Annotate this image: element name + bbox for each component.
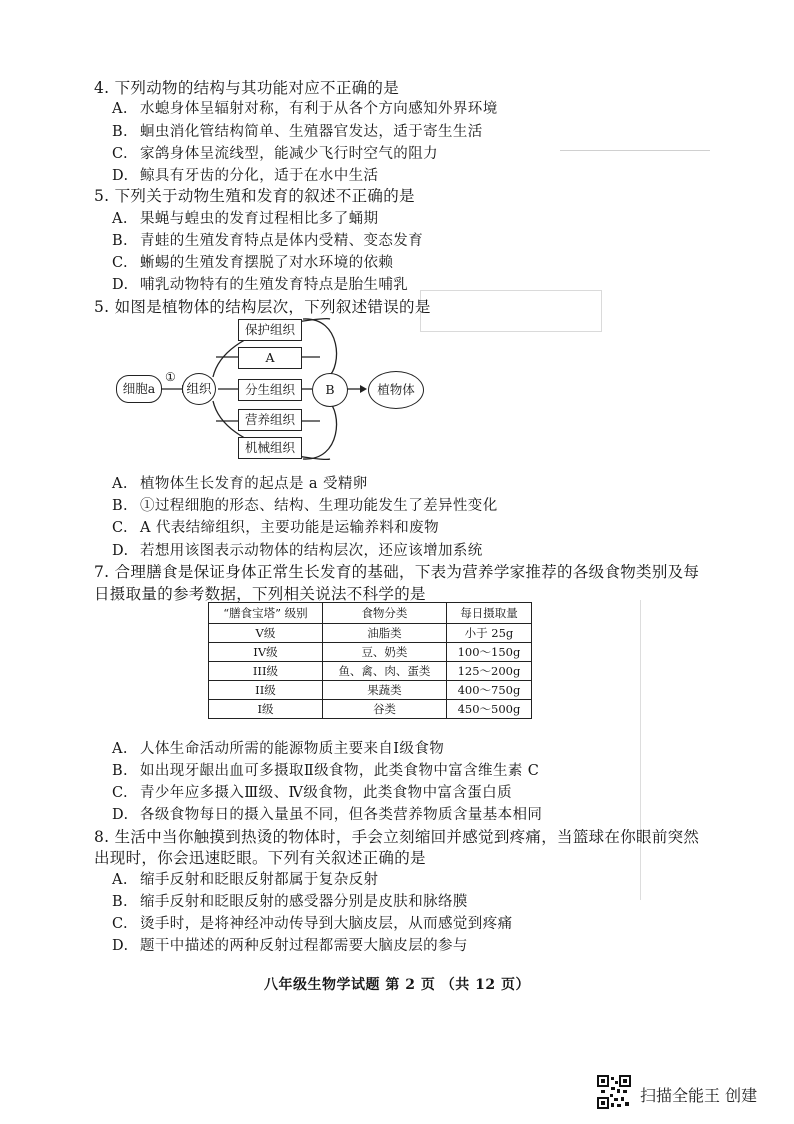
question-7-option-d: D. 各级食物每日的摄入量虽不同，但各类营养物质含量基本相同 — [112, 807, 543, 823]
question-6-option-b: B. ①过程细胞的形态、结构、生理功能发生了差异性变化 — [112, 498, 498, 514]
diagram-tissue-box-protective: 保护组织 — [238, 319, 302, 341]
table-cell: II级 — [209, 681, 323, 700]
table-header-cell: 食物分类 — [322, 603, 446, 624]
page-footer: 八年级生物学试题 第 2 页 （共 12 页） — [264, 977, 530, 993]
table-cell: I级 — [209, 700, 323, 719]
question-7-option-b: B. 如出现牙龈出血可多摄取Ⅱ级食物，此类食物中富含维生素 C — [112, 763, 540, 779]
question-8-stem-line-2: 出现时，你会迅速眨眼。下列有关叙述正确的是 — [94, 849, 426, 867]
table-cell: IV级 — [209, 643, 323, 662]
question-5-option-d: D. 哺乳动物特有的生殖发育特点是胎生哺乳 — [112, 277, 409, 293]
diagram-tissue-box-meristematic: 分生组织 — [238, 379, 302, 401]
diagram-tissue-box-a: A — [238, 347, 302, 369]
question-8-option-d: D. 题干中描述的两种反射过程都需要大脑皮层的参与 — [112, 938, 468, 954]
qr-code-icon — [597, 1075, 631, 1109]
question-4-option-a: A. 水螅身体呈辐射对称，有利于从各个方向感知外界环境 — [112, 101, 498, 117]
table-cell: V级 — [209, 624, 323, 643]
table-cell: 100～150g — [446, 643, 531, 662]
table-header-cell: “膳食宝塔” 级别 — [209, 603, 323, 624]
table-cell: 谷类 — [322, 700, 446, 719]
diagram-tissue-box-mechanical: 机械组织 — [238, 437, 302, 459]
table-cell: 125～200g — [446, 662, 531, 681]
question-8-option-a: A. 缩手反射和眨眼反射都属于复杂反射 — [112, 872, 379, 888]
question-4-option-b: B. 蛔虫消化管结构简单、生殖器官发达，适于寄生生活 — [112, 124, 483, 140]
table-row — [209, 681, 532, 700]
question-4-option-d: D. 鲸具有牙齿的分化，适于在水中生活 — [112, 168, 379, 184]
question-8-option-b: B. 缩手反射和眨眼反射的感受器分别是皮肤和脉络膜 — [112, 894, 468, 910]
question-5-option-a: A. 果蝇与蝗虫的发育过程相比多了蛹期 — [112, 211, 379, 227]
bleed-through-mark — [560, 150, 710, 152]
table-row — [209, 662, 532, 681]
food-pyramid-table — [208, 602, 532, 719]
diagram-organ-circle: B — [312, 373, 348, 407]
diagram-step-marker: ① — [165, 370, 176, 384]
question-8-option-c: C. 烫手时，是将神经冲动传导到大脑皮层，从而感觉到疼痛 — [112, 916, 513, 932]
question-7-option-a: A. 人体生命活动所需的能源物质主要来自Ⅰ级食物 — [112, 741, 445, 757]
table-row — [209, 700, 532, 719]
bleed-through-mark — [640, 600, 642, 900]
question-4-option-c: C. 家鸽身体呈流线型，能减少飞行时空气的阻力 — [112, 146, 438, 162]
question-5-stem: 5. 下列关于动物生殖和发育的叙述不正确的是 — [94, 187, 415, 205]
question-6-option-c: C. A 代表结缔组织，主要功能是运输养料和废物 — [112, 520, 439, 536]
table-header-cell: 每日摄取量 — [446, 603, 531, 624]
question-5-option-b: B. 青蛙的生殖发育特点是体内受精、变态发育 — [112, 233, 424, 249]
diagram-tissue-box-nutritive: 营养组织 — [238, 409, 302, 431]
table-cell: 小于 25g — [446, 624, 531, 643]
table-cell: 果蔬类 — [322, 681, 446, 700]
table-cell: 400～750g — [446, 681, 531, 700]
table-row — [209, 643, 532, 662]
table-cell: III级 — [209, 662, 323, 681]
question-6-option-d: D. 若想用该图表示动物体的结构层次，还应该增加系统 — [112, 543, 483, 559]
diagram-tissue-circle: 组织 — [182, 373, 216, 405]
question-6-option-a: A. 植物体生长发育的起点是 a 受精卵 — [112, 476, 368, 492]
table-cell: 鱼、禽、肉、蛋类 — [322, 662, 446, 681]
table-cell: 油脂类 — [322, 624, 446, 643]
table-cell: 450～500g — [446, 700, 531, 719]
plant-structure-diagram — [110, 315, 490, 463]
question-4-stem: 4. 下列动物的结构与其功能对应不正确的是 — [94, 79, 400, 97]
question-8-stem-line-1: 8. 生活中当你触摸到热烫的物体时，手会立刻缩回并感觉到疼痛，当篮球在你眼前突然 — [94, 828, 700, 846]
question-7-stem-line-1: 7. 合理膳食是保证身体正常生长发育的基础，下表为营养学家推荐的各级食物类别及每 — [94, 563, 700, 581]
table-row — [209, 624, 532, 643]
table-header-row — [209, 603, 532, 624]
table-cell: 豆、奶类 — [322, 643, 446, 662]
question-5-option-c: C. 蜥蜴的生殖发育摆脱了对水环境的依赖 — [112, 255, 394, 271]
diagram-cell-box: 细胞a — [116, 375, 162, 403]
scanner-watermark: 扫描全能王 创建 — [640, 1086, 758, 1105]
question-7-stem-line-2: 日摄取量的参考数据，下列相关说法不科学的是 — [94, 585, 426, 603]
question-6-stem: 5. 如图是植物体的结构层次，下列叙述错误的是 — [94, 298, 431, 316]
diagram-plant-body-circle: 植物体 — [368, 371, 424, 409]
question-7-option-c: C. 青少年应多摄入Ⅲ级、Ⅳ级食物，此类食物中富含蛋白质 — [112, 785, 512, 801]
